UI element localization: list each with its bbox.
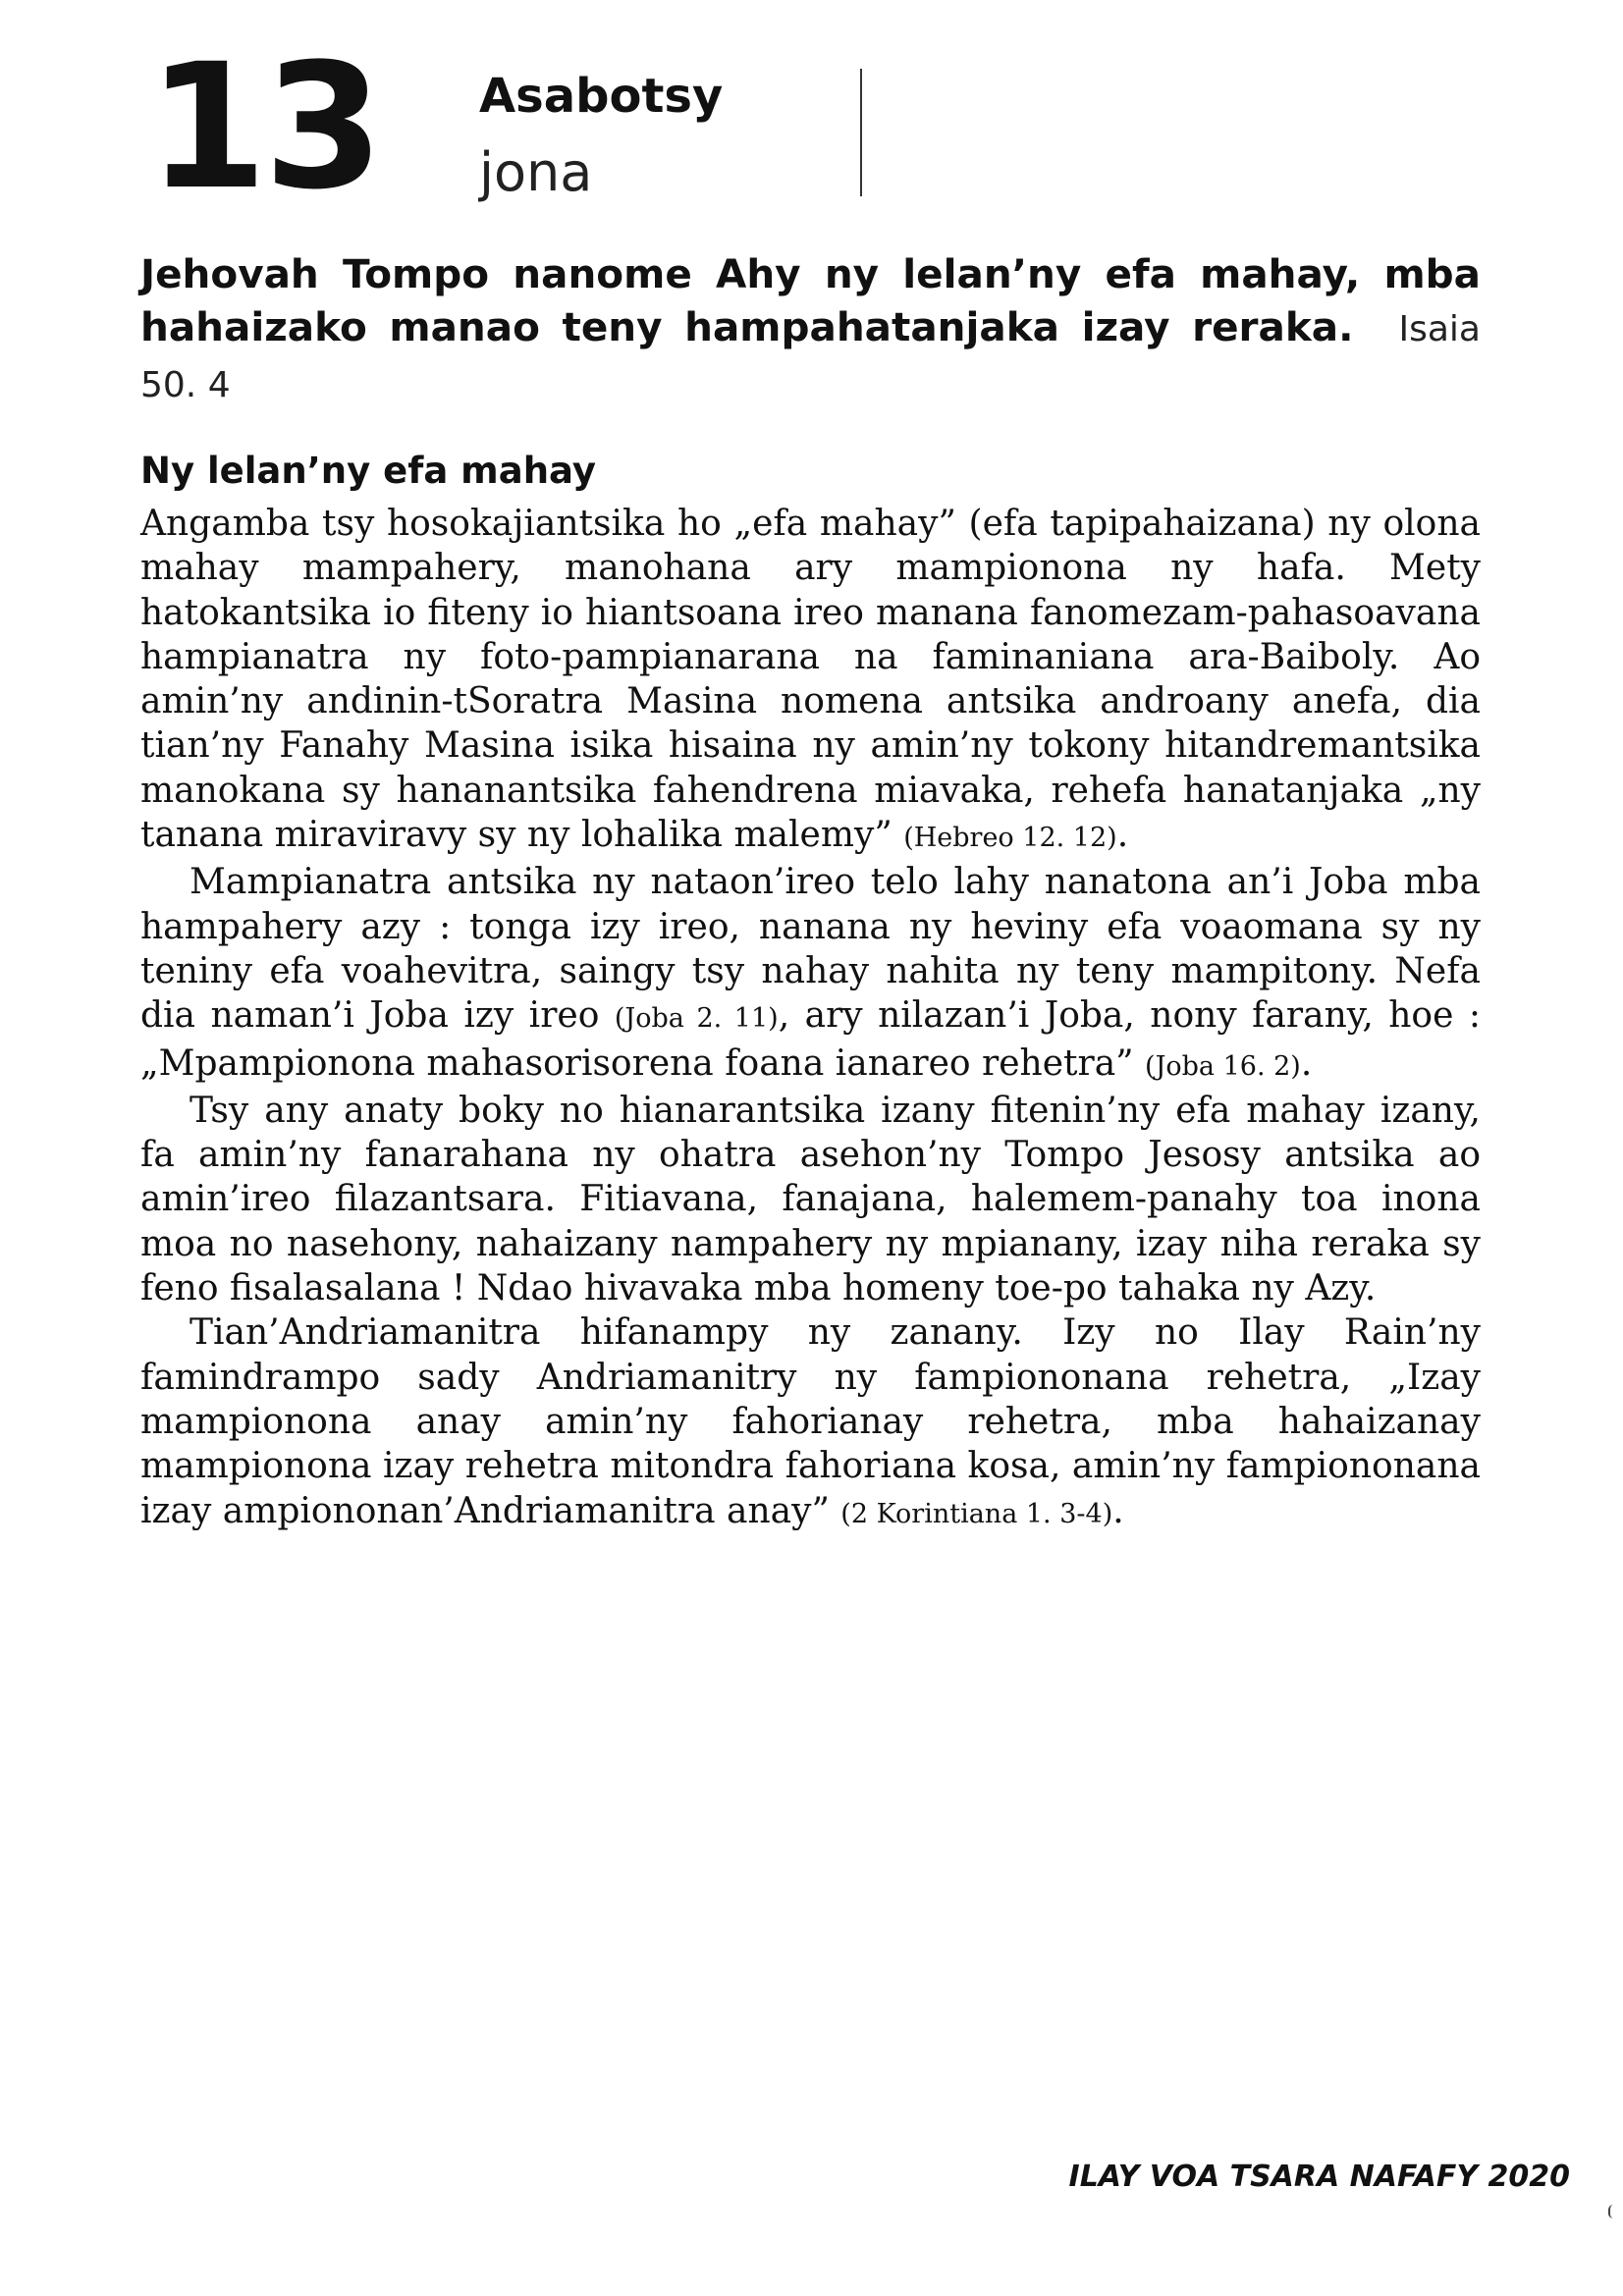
meditation-body	[140, 502, 1481, 1536]
section-heading: Ny lelan’ny efa mahay	[140, 450, 596, 492]
daily-verse	[140, 247, 1481, 412]
paragraph	[140, 1089, 1481, 1310]
verse-reference: Isaia 50. 4	[140, 309, 1481, 405]
month-name: jona	[479, 141, 593, 203]
paragraph	[140, 860, 1481, 1088]
scripture-reference: (2 Korintiana 1. 3-4)	[840, 1498, 1113, 1529]
day-name: Asabotsy	[479, 69, 724, 124]
paragraph	[140, 1310, 1481, 1535]
paragraph-text: Tsy any anaty boky no hianarantsika izany fitenin’ny efa mahay izany, fa amin’ny fanarahana ny ohatra asehon’ny Tompo Jesosy antsika ao amin’ireo filazantsara. Fitiavana, fanajana, halemem-panahy toa inona moa no nasehony, nahaizany nampahery ny mpianany, izay niha reraka sy feno fisalasalana ! Ndao hivavaka mba homeny toe-po tahaka ny Azy.	[140, 1090, 1481, 1309]
footer-publication: ILAY VOA TSARA NAFAFY 2020	[1068, 2160, 1570, 2194]
paragraph-end: .	[1116, 815, 1129, 856]
header-divider	[860, 69, 862, 196]
paragraph-text: Angamba tsy hosokajiantsika ho „efa mahay” (efa tapipahaizana) ny olona mahay mampahery, manohana ary mampionona ny hafa. Mety hatokantsika io fiteny io hiantsoana ireo manana fanomezam-pahasoavana hampianatra ny foto-pampianarana na faminaniana ara-Baiboly. Ao amin’ny andinin-tSoratra Masina nomena antsika androany anefa, dia tian’ny Fanahy Masina isika hisaina ny amin’ny tokony hitandremantsika manokana sy hananantsika fahendrena miavaka, rehefa hanatanjaka „ny tanana miraviravy sy ny lohalika malemy”	[140, 504, 1481, 856]
scripture-reference: (Joba 2. 11)	[614, 1003, 779, 1035]
day-number: 13	[147, 27, 380, 228]
paragraph-text: Mampianatra antsika ny nataon’ireo telo lahy nanatona an’i Joba mba hampahery azy : tonga izy ireo, nanana ny heviny efa voaomana sy ny teniny efa voahevitra, saingy tsy nahay nahita ny teny mampitony. Nefa dia naman’i Joba izy ireo	[140, 862, 1481, 1037]
paragraph-end: .	[1300, 1042, 1313, 1084]
page-edge-mark	[1608, 2205, 1613, 2218]
scripture-reference: (Hebreo 12. 12)	[903, 823, 1117, 854]
paragraph-end: .	[1112, 1490, 1124, 1531]
paragraph-text: Tian’Andriamanitra hifanampy ny zanany. Izy no Ilay Rain’ny famindrampo sady Andriamanitry ny fampiononana rehetra, „Izay mampionona anay amin’ny fahorianay rehetra, mba hahaizanay mampionona izay rehetra mitondra fahoriana kosa, amin’ny fampiononana izay ampiononan’Andriamanitra anay”	[140, 1312, 1481, 1531]
verse-text: Jehovah Tompo nanome Ahy ny lelan’ny efa mahay, mba hahaizako manao teny hampahatanjaka izay reraka.	[140, 250, 1481, 350]
scripture-reference: (Joba 16. 2)	[1145, 1050, 1301, 1082]
paragraph-text: , ary nilazan’i Joba, nony farany, hoe : „Mpampionona mahasorisorena foana ianareo rehetra”	[140, 995, 1481, 1084]
paragraph	[140, 502, 1481, 860]
date-header	[147, 27, 874, 228]
